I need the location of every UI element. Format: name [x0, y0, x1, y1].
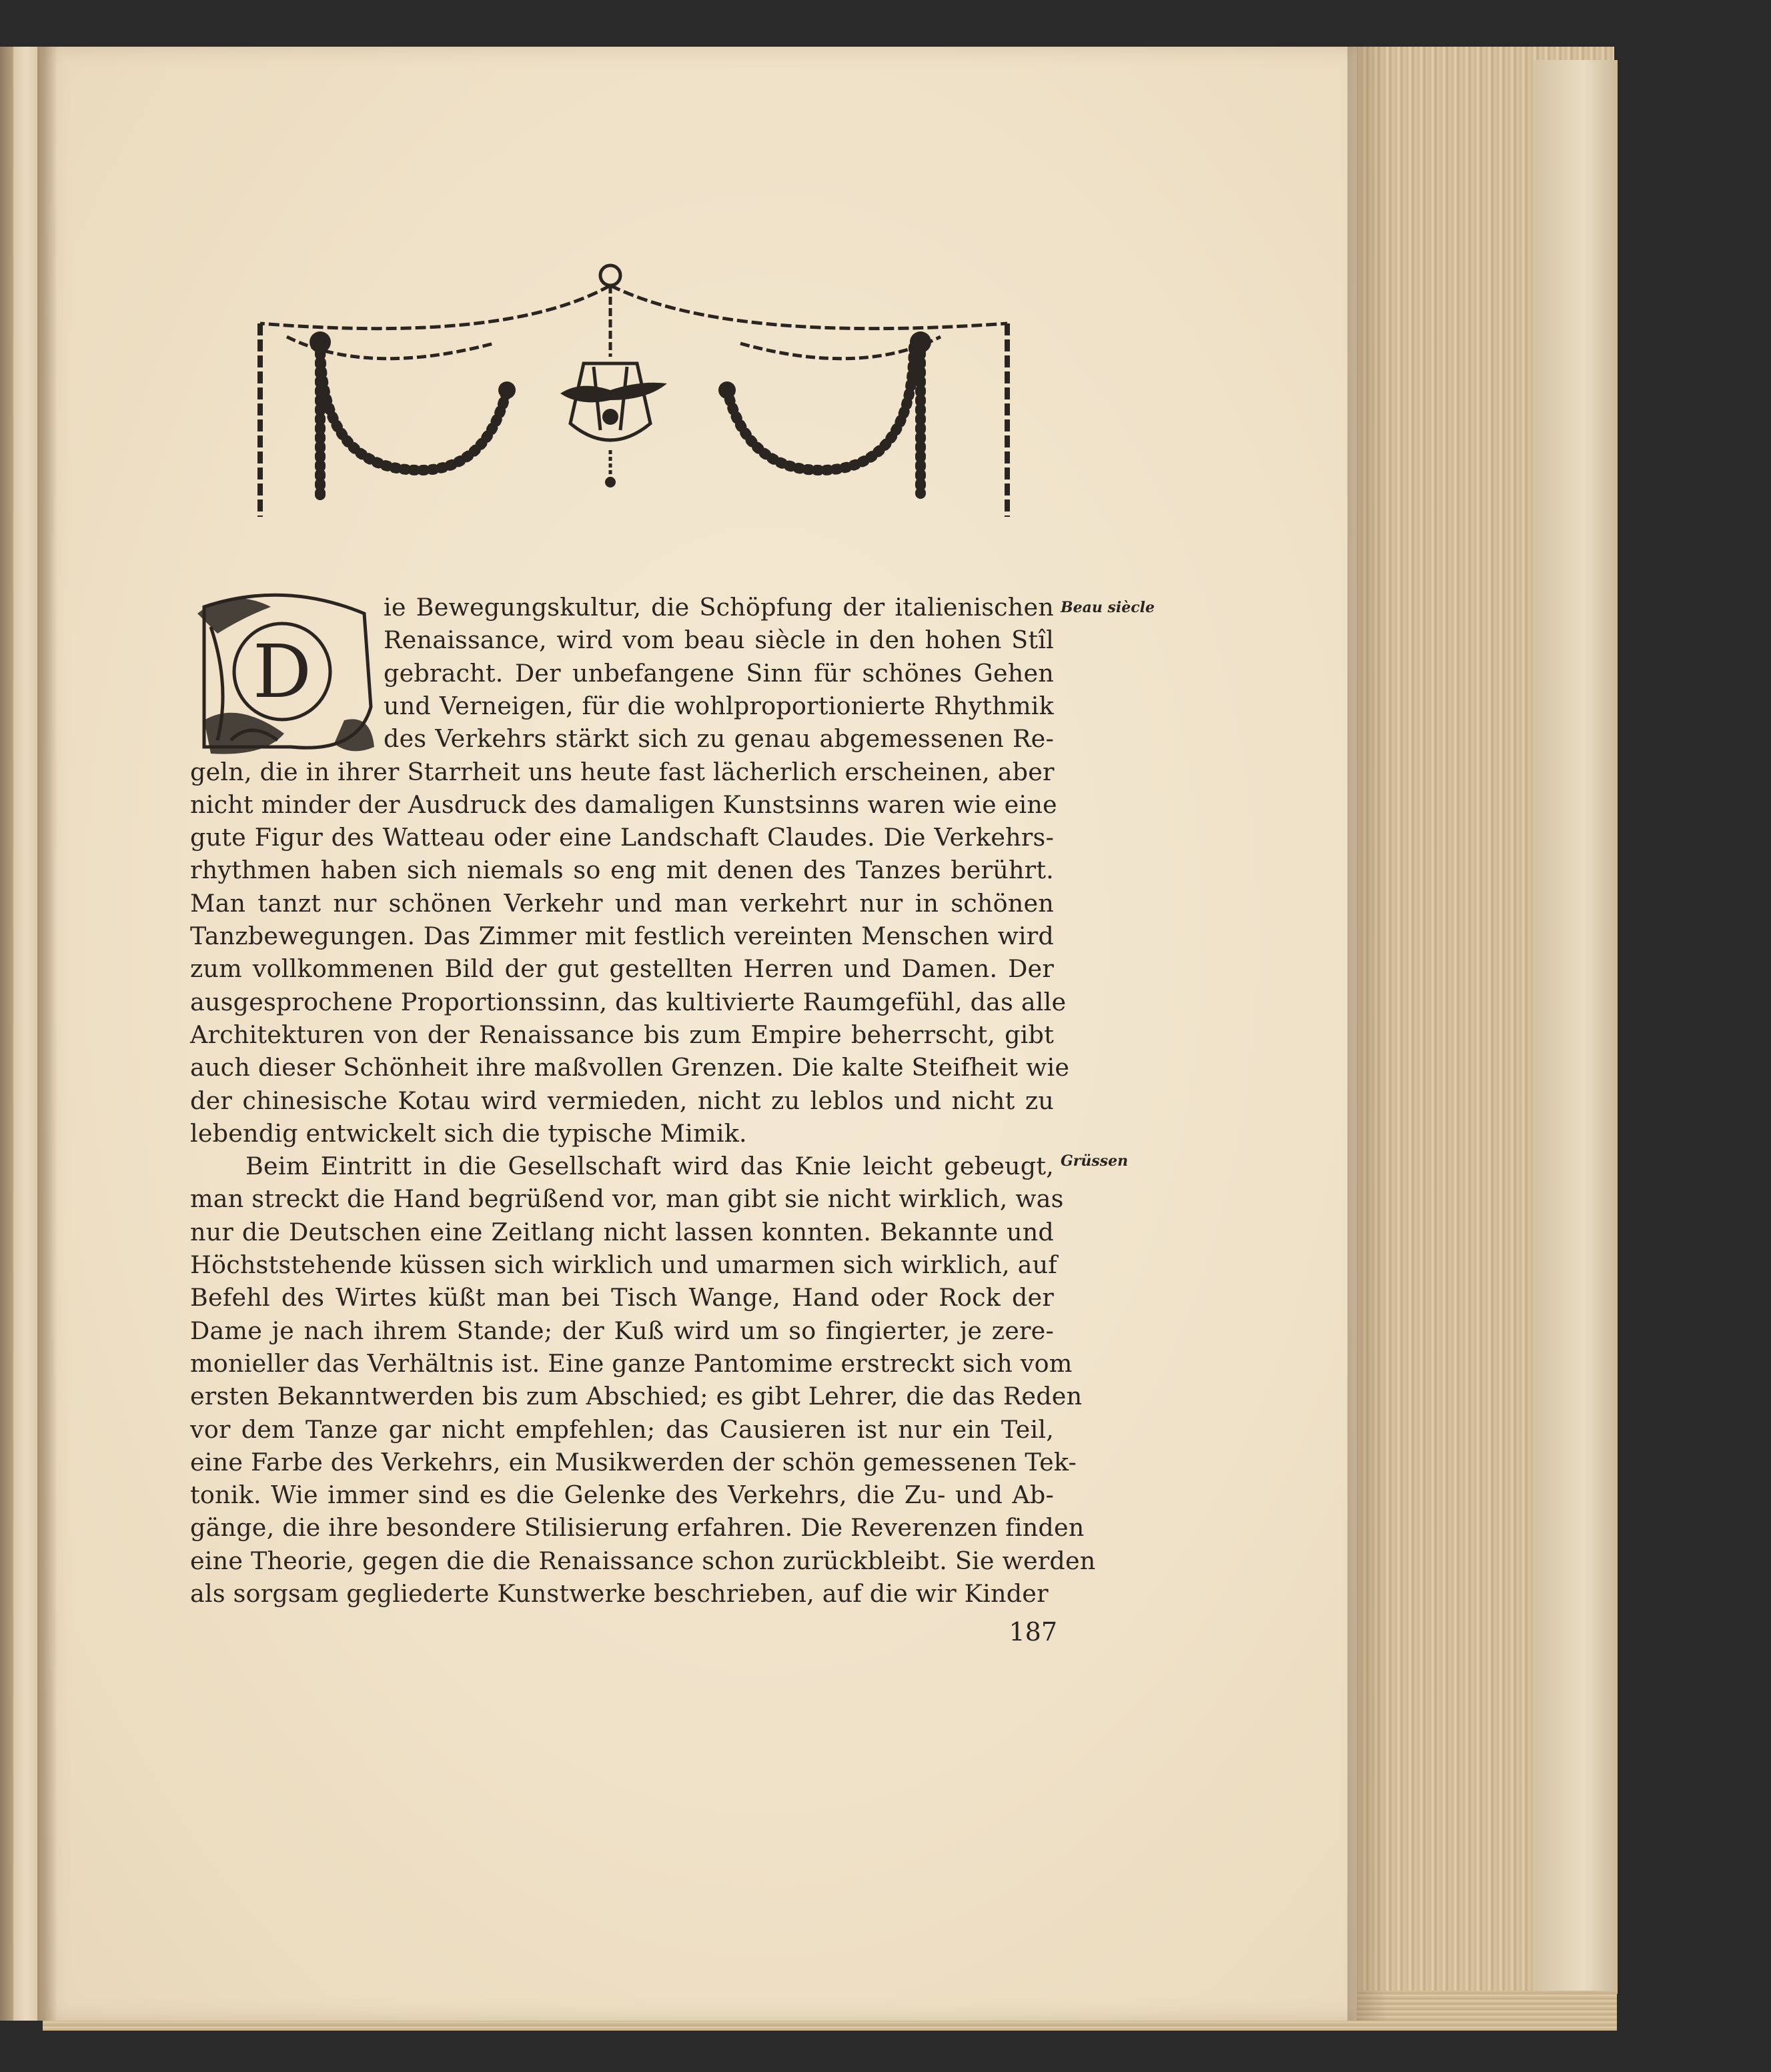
text-line: zum vollkommenen Bild der gut gestellten Herren und Damen. Der	[190, 954, 1054, 984]
text-line: Man tanzt nur schönen Verkehr und man verkehrt nur in schönen	[190, 888, 1054, 918]
text-line: gebracht. Der unbefangene Sinn für schönes Gehen	[384, 658, 1054, 688]
text-line: nicht minder der Ausdruck des damaligen Kunstsinns waren wie eine	[190, 790, 1057, 819]
text-line: eine Theorie, gegen die die Renaissance schon zurückbleibt. Sie werden	[190, 1546, 1096, 1575]
text-line: lebendig entwickelt sich die typische Mimik.	[190, 1118, 747, 1148]
text-line: ausgesprochene Proportionssinn, das kultivierte Raumgefühl, das alle	[190, 987, 1067, 1016]
text-line: rhythmen haben sich niemals so eng mit denen des Tanzes berührt.	[190, 856, 1054, 885]
text-line: der chinesische Kotau wird vermieden, nicht zu leblos und nicht zu	[190, 1086, 1054, 1115]
text-line: nur die Deutschen eine Zeitlang nicht lassen konnten. Bekannte und	[190, 1217, 1054, 1246]
drop-cap	[191, 587, 379, 762]
text-line: Renaissance, wird vom beau siècle in den hohen Stîl	[384, 626, 1054, 655]
text-line: man streckt die Hand begrüßend vor, man gibt sie nicht wirklich, was	[190, 1184, 1064, 1214]
text-line: ersten Bekanntwerden bis zum Abschied; es gibt Lehrer, die das Reden	[190, 1382, 1083, 1411]
text-line: und Verneigen, für die wohlproportionierte Rhythmik	[384, 691, 1054, 720]
text-line: gute Figur des Watteau oder eine Landschaft Claudes. Die Verkehrs-	[190, 823, 1054, 852]
page-fold-shadow	[1347, 47, 1387, 2021]
book-cover-board	[1534, 60, 1618, 1994]
left-page-edge	[0, 47, 13, 2021]
drop-cap-letter: D	[252, 629, 312, 714]
text-line: ie Bewegungskultur, die Schöpfung der italienischen	[384, 593, 1054, 622]
page-number: 187	[1009, 1617, 1057, 1647]
text-line: des Verkehrs stärkt sich zu genau abgemessenen Re-	[384, 724, 1054, 754]
gutter-shadow	[37, 47, 57, 2021]
text-line: Architekturen von der Renaissance bis zum Empire beherrscht, gibt	[190, 1020, 1054, 1049]
text-line: Tanzbewegungen. Das Zimmer mit festlich vereinten Menschen wird	[190, 922, 1054, 950]
text-line: Beim Eintritt in die Gesellschaft wird das Knie leicht gebeugt,	[245, 1152, 1054, 1181]
text-line: monieller das Verhältnis ist. Eine ganze Pantomime erstreckt sich vom	[190, 1348, 1073, 1378]
text-line: gänge, die ihre besondere Stilisierung erfahren. Die Reverenzen finden	[190, 1513, 1085, 1542]
garland-ornament-icon	[220, 257, 1021, 537]
text-line: vor dem Tanze gar nicht empfehlen; das Causieren ist nur ein Teil,	[190, 1414, 1054, 1444]
text-line: Befehl des Wirtes küßt man bei Tisch Wange, Hand oder Rock der	[190, 1283, 1054, 1312]
text-line: Dame je nach ihrem Stande; der Kuß wird um so fingierter, je zere-	[190, 1316, 1054, 1345]
text-line: auch dieser Schönheit ihre maßvollen Grenzen. Die kalte Steifheit wie	[190, 1053, 1070, 1082]
text-line: tonik. Wie immer sind es die Gelenke des Verkehrs, die Zu- und Ab-	[190, 1480, 1054, 1510]
text-line: als sorgsam gegliederte Kunstwerke beschrieben, auf die wir Kinder	[190, 1579, 1049, 1608]
text-line: Höchststehende küssen sich wirklich und umarmen sich wirklich, auf	[190, 1250, 1058, 1279]
margin-note-beau-siecle: Beau siècle	[1061, 599, 1155, 616]
text-line: eine Farbe des Verkehrs, ein Musikwerden der schön gemessenen Tek-	[190, 1447, 1077, 1476]
margin-note-gruessen: Grüssen	[1061, 1152, 1129, 1170]
text-line: geln, die in ihrer Starrheit uns heute fast lächerlich erscheinen, aber	[190, 757, 1055, 786]
